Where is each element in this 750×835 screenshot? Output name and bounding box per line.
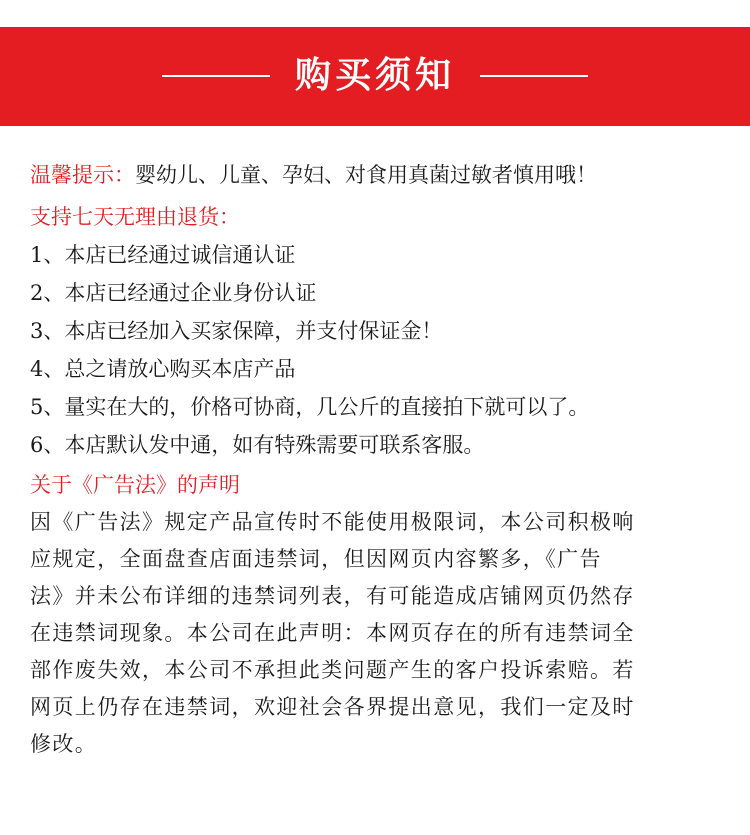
ad-law-line: 修改。: [30, 732, 98, 756]
ad-law-line: 应规定，全面盘查店面违禁词，但因网页内容繁多，《广告: [30, 547, 602, 571]
notice-content: [30, 156, 730, 763]
returns-item: 3、本店已经加入买家保障，并支付保证金！: [30, 319, 443, 343]
ad-law-line: 网页上仍存在违禁词，欢迎社会各界提出意见，我们一定及时: [30, 695, 635, 719]
warm-tip-text: 婴幼儿、儿童、孕妇、对食用真菌过敏者慎用哦！: [135, 163, 597, 187]
returns-item: 2、本店已经通过企业身份认证: [30, 281, 317, 305]
returns-item: 1、本店已经通过诚信通认证: [30, 243, 296, 267]
warm-tip: [30, 156, 730, 194]
returns-item: 6、本店默认发中通，如有特殊需要可联系客服。: [30, 433, 485, 457]
ad-law-statement: [30, 504, 730, 763]
banner-divider-left: [162, 75, 270, 77]
header-banner: [0, 27, 750, 126]
ad-law-heading: 关于《广告法》的声明: [30, 473, 240, 497]
banner-divider-right: [480, 75, 588, 77]
ad-law-line: 法》并未公布详细的违禁词列表，有可能造成店铺网页仍然存: [30, 584, 635, 608]
ad-law-line: 在违禁词现象。本公司在此声明：本网页存在的所有违禁词全: [30, 621, 635, 645]
page-title: 购买须知: [294, 54, 455, 96]
ad-law-line: 部作废失效，本公司不承担此类问题产生的客户投诉索赔。若: [30, 658, 635, 682]
returns-item: 4、总之请放心购买本店产品: [30, 357, 296, 381]
warm-tip-label: 温馨提示：: [30, 163, 135, 187]
ad-law-line: 因《广告法》规定产品宣传时不能使用极限词，本公司积极响: [30, 510, 635, 534]
returns-item: 5、量实在大的，价格可协商，几公斤的直接拍下就可以了。: [30, 395, 590, 419]
returns-heading: 支持七天无理由退货：: [30, 205, 240, 229]
